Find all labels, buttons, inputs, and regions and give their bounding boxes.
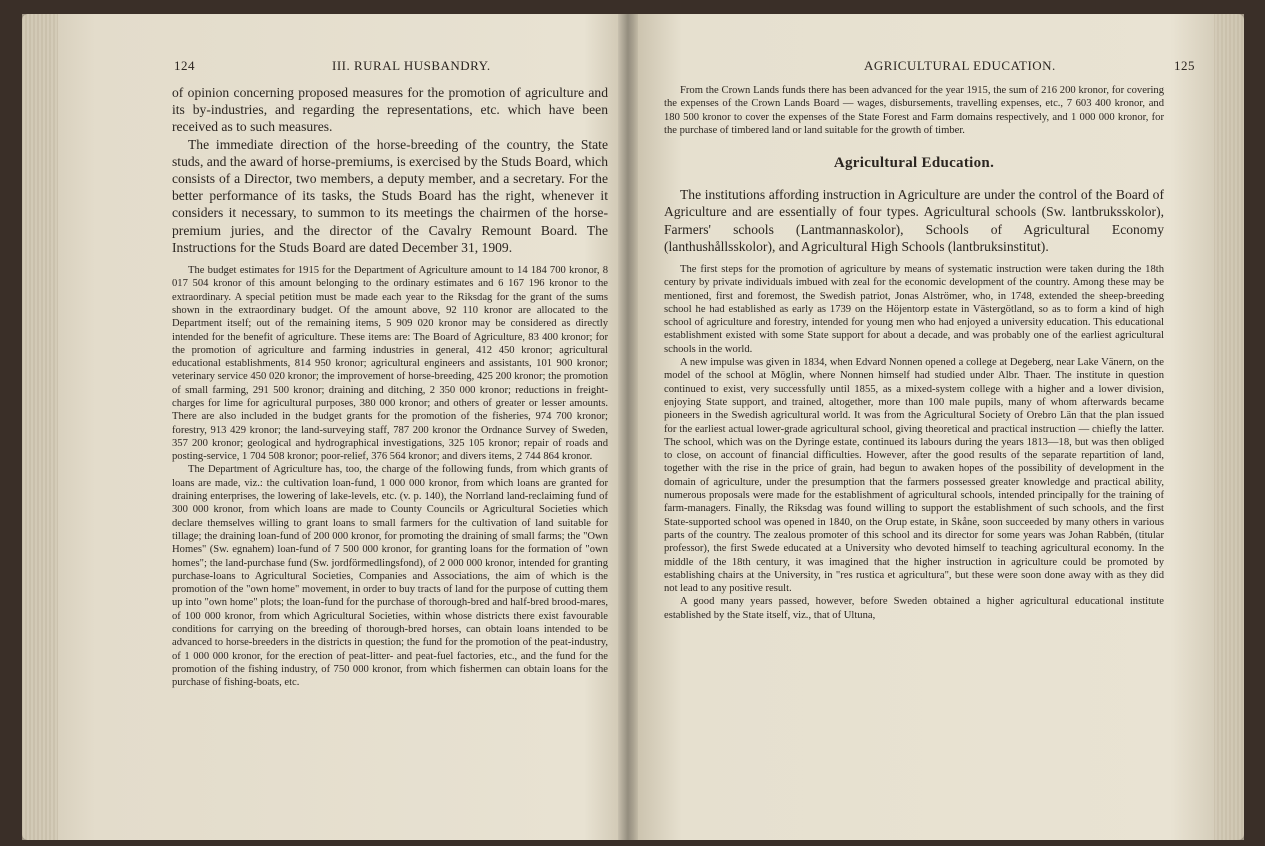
paragraph: A new impulse was given in 1834, when Edvard Nonnen opened a college at Degeberg, near Lake Vänern, on the model of the school at Möglin, where Nonnen himself had studied under Albr. Thaer. The institute in question continued to exist, very successfully until 1855, as a mixed-system college with a higher and a lower division, enjoying State support, and trained, altogether, more than 100 male pupils, many of whom afterwards became pioneers in the Swedish agricultural world. It was from the Agricultural Society of Orebro Län that the plan issued for the earliest actual lower-grade agricultural school, giving theoretical and practical instruction — chiefly the latter. The school, which was on the Dyringe estate, continued its labours during the years 1813—18, but was then obliged to close, on account of financial difficulties. However, after the good results of the separate repartition of land, together with the rise in the price of grain, had begun to awaken hopes of the possibility of development in the domain of agriculture, under the presumption that the farmers possessed greater knowledge and practical ability, numerous proposals were made for the establishment of agricultural schools, intended principally for the training of farm-managers. Finally, the Riksdag was found willing to support the establishment of such schools, and the first State-supported school was opened in 1840, on the Orup estate, in Skåne, soon succeeded by many others in various parts of the country. The zealous promoter of this school and its director for some years was Johan Rabbén, (titular professor), the first Swede educated at a University who devoted himself to teaching agricultural economy. In the middle of the 18th century, it was imagined that the higher instruction in agriculture could be promoted by establishing chairs at the University, in "res rustica et agricultura", but these were soon done away with as they did not lead to any positive result. <box>664 357 1164 595</box>
section-heading: Agricultural Education. <box>833 155 995 172</box>
running-head: AGRICULTURAL EDUCATION. <box>864 58 1056 73</box>
paragraph: The immediate direction of the horse-breeding of the country, the State studs, and the award of horse-premiums, is exercised by the Studs Board, which consists of a Director, two members, a deputy member, and a secretary. For the better performance of its tasks, the Studs Board has the right, whenever it considers it necessary, to summon to its meetings the chairmen of the horse-premium juries, and the director of the Cavalry Remount Board. The Instructions for the Studs Board are dated December 31, 1909. <box>172 136 608 255</box>
page-number: 124 <box>174 58 195 73</box>
paragraph: The budget estimates for 1915 for the Department of Agriculture amount to 14 184 700 kronor, 8 017 504 kronor of this amount belonging to the ordinary estimates and 6 167 196 kronor to the extraordinary. A special petition must be made each year to the Riksdag for the grant of the sums shown in the extraordinary budget. Of the amount above, 92 110 kronor are allocated to the Department itself; out of the remaining items, 5 909 020 kronor may be considered as directly intended for the benefit of agriculture. These items are: The Board of Agriculture, 83 400 kronor; for the promotion of agriculture and farming industries in general, 412 450 kronor; agricultural educational establishments, 814 950 kronor; agricultural engineers and assistants, 101 900 kronor; veterinary service 450 020 kronor; the improvement of horse-breeding, 425 200 kronor; the promotion of small farming, 291 500 kronor; draining and ditching, 2 350 000 kronor; reductions in freight-charges for lime for agricultural purposes, 380 000 kronor; and others of greater or lesser amounts. There are also included in the budget grants for the promotion of the fisheries, 974 700 kronor; forestry, 913 429 kronor; the land-surveying staff, 787 200 kronor the Ordnance Survey of Sweden, 357 200 kronor; geological and hydrographical investigations, 325 105 kronor; repair of roads and posting-service, 1 704 508 kronor; poor-relief, 376 564 kronor; and divers items, 2 744 864 kronor. <box>172 265 608 463</box>
right-page <box>634 14 1244 840</box>
running-head: III. RURAL HUSBANDRY. <box>332 58 491 73</box>
paragraph: The institutions affording instruction in Agriculture are under the control of the Board of Agriculture and are essentially of four types. Agricultural schools (Sw. lantbruksskolor), Farmers' schools (Lantmannaskolor), Schools of Agricultural Economy (lanthushållsskolor), and Agricultural High Schools (lantbruksinstitut). <box>664 187 1164 254</box>
paragraph: The Department of Agriculture has, too, the charge of the following funds, from which grants of loans are made, viz.: the cultivation loan-fund, 1 000 000 kronor, from which loans are granted for draining enterprises, the lowering of lake-levels, etc. (v. p. 140), the Norrland land-reclaiming fund of 300 000 kronor, from which loans are made to County Councils or Agricultural Societies which declare themselves willing to grant loans to small farmers for the cultivation of land suitable for tillage; the draining loan-fund of 200 000 kronor, for promoting the draining of small farms; the "Own Homes" (Sw. egnahem) loan-fund of 7 500 000 kronor, for granting loans for the formation of "own homes"; the land-purchase fund (Sw. jordförmedlingsfond), of 2 000 000 kronor, intended for granting purchase-loans to Agricultural Societies, Companies and Associations, the aim of which is the promotion of the "own home" movement, in order to buy tracts of land for the purpose of cutting them up into "own home" plots; the loan-fund for the purchase of thorough-bred and half-bred brood-mares, of 100 000 kronor, from which Agricultural Societies, within whose districts there exist favourable conditions for carrying on the breeding of thorough-bred horses, can obtain loans intended to be advanced to horse-breeders in the districts in question; the fund for the promotion of the peat-industry, of 1 000 000 kronor, for the erection of peat-litter- and peat-fuel factories, etc., and the fund for the promotion of the fishing industry, of 750 000 kronor, from which fishermen can obtain loans for the purchase of fishing-boats, etc. <box>172 464 608 689</box>
right-text-column <box>664 84 1164 622</box>
paragraph: From the Crown Lands funds there has been advanced for the year 1915, the sum of 216 200 kronor, for covering the expenses of the Crown Lands Board — wages, disbursements, travelling expenses, etc., 7 603 400 kronor, and 180 500 kronor to cover the expenses of the State Forest and Farm domains respectively, and 1 000 000 kronor, for the purchase of timbered land or land suitable for the growth of timber. <box>664 85 1164 136</box>
paragraph: A good many years passed, however, before Sweden obtained a higher agricultural educational institute established by the State itself, viz., that of Ultuna, <box>664 596 1164 621</box>
open-book <box>22 14 1244 840</box>
page-number: 125 <box>1174 58 1195 73</box>
paragraph: of opinion concerning proposed measures for the promotion of agriculture and its by-industries, and regarding the representations, etc. which have been received as to such measures. <box>172 85 608 135</box>
paragraph: The first steps for the promotion of agriculture by means of systematic instruction were taken during the 18th century by private individuals imbued with zeal for the economic development of the country. Among these may be mentioned, first and foremost, the Swedish patriot, Jonas Alströmer, who, in 1748, extended the sheep-breeding school he had established as early as 1739 on the Höjentorp estate in Västergötland, so as to form a kind of high school of agriculture and forestry, intended for young men who had enjoyed a university education. This educational establishment existed with some State support for about a decade, and was probably one of the earliest agricultural schools in the world. <box>664 264 1164 355</box>
left-page <box>22 14 622 840</box>
left-text-column <box>172 84 608 690</box>
